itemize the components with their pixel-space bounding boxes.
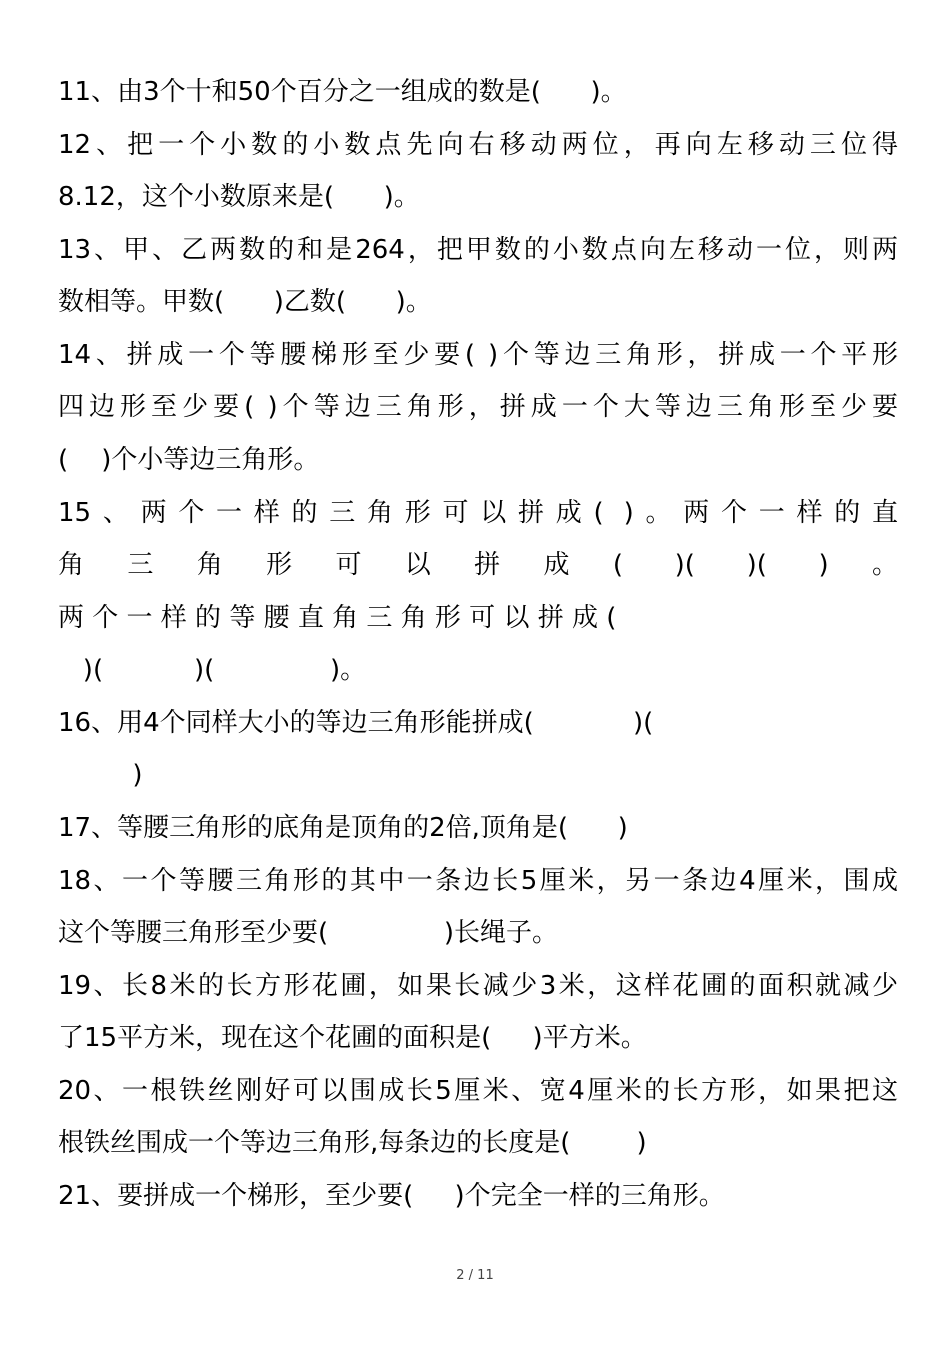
q14-line-2: 四边形至少要( )个等边三角形，拼成一个大等边三角形至少要 [58, 392, 898, 422]
q18-line-2: 这个等腰三角形至少要( )长绳子。 [58, 918, 558, 948]
q21-line-1: 21、要拼成一个梯形，至少要( )个完全一样的三角形。 [58, 1181, 725, 1211]
q16-line-1: 16、用4个同样大小的等边三角形能拼成( )( [58, 708, 654, 738]
q12-line-1: 12、把一个小数的小数点先向右移动两位，再向左移动三位得 [58, 130, 898, 160]
q19-line-2: 了15平方米，现在这个花圃的面积是( )平方米。 [58, 1023, 647, 1053]
q17-line-1: 17、等腰三角形的底角是顶角的2倍,顶角是( ) [58, 813, 628, 843]
q14-line-1: 14、拼成一个等腰梯形至少要( )个等边三角形，拼成一个平形 [58, 340, 898, 370]
q15-line-2: 角三角形可以拼成( )( )( )。 [58, 550, 898, 580]
q20-line-1: 20、一根铁丝刚好可以围成长5厘米、宽4厘米的长方形，如果把这 [58, 1076, 898, 1106]
q15-line-4: )( )( )。 [58, 655, 367, 685]
q13-line-2: 数相等。甲数( )乙数( )。 [58, 287, 432, 317]
q16-line-2: ) [58, 760, 143, 790]
q13-line-1: 13、甲、乙两数的和是264，把甲数的小数点向左移动一位，则两 [58, 235, 898, 265]
q19-line-1: 19、长8米的长方形花圃，如果长减少3米，这样花圃的面积就减少 [58, 971, 898, 1001]
q20-line-2: 根铁丝围成一个等边三角形,每条边的长度是( ) [58, 1128, 647, 1158]
q11-line-1: 11、由3个十和50个百分之一组成的数是( )。 [58, 77, 627, 107]
q18-line-1: 18、一个等腰三角形的其中一条边长5厘米，另一条边4厘米，围成 [58, 866, 898, 896]
q15-line-1: 15、两个一样的三角形可以拼成( )。两个一样的直 [58, 498, 898, 528]
page-number: 2 / 11 [456, 1268, 494, 1283]
q14-line-3: ( )个小等边三角形。 [58, 445, 320, 475]
q12-line-2: 8.12，这个小数原来是( )。 [58, 182, 420, 212]
q15-line-3: 两 个 一 样 的 等 腰 直 角 三 角 形 可 以 拼 成 ( [58, 603, 617, 633]
